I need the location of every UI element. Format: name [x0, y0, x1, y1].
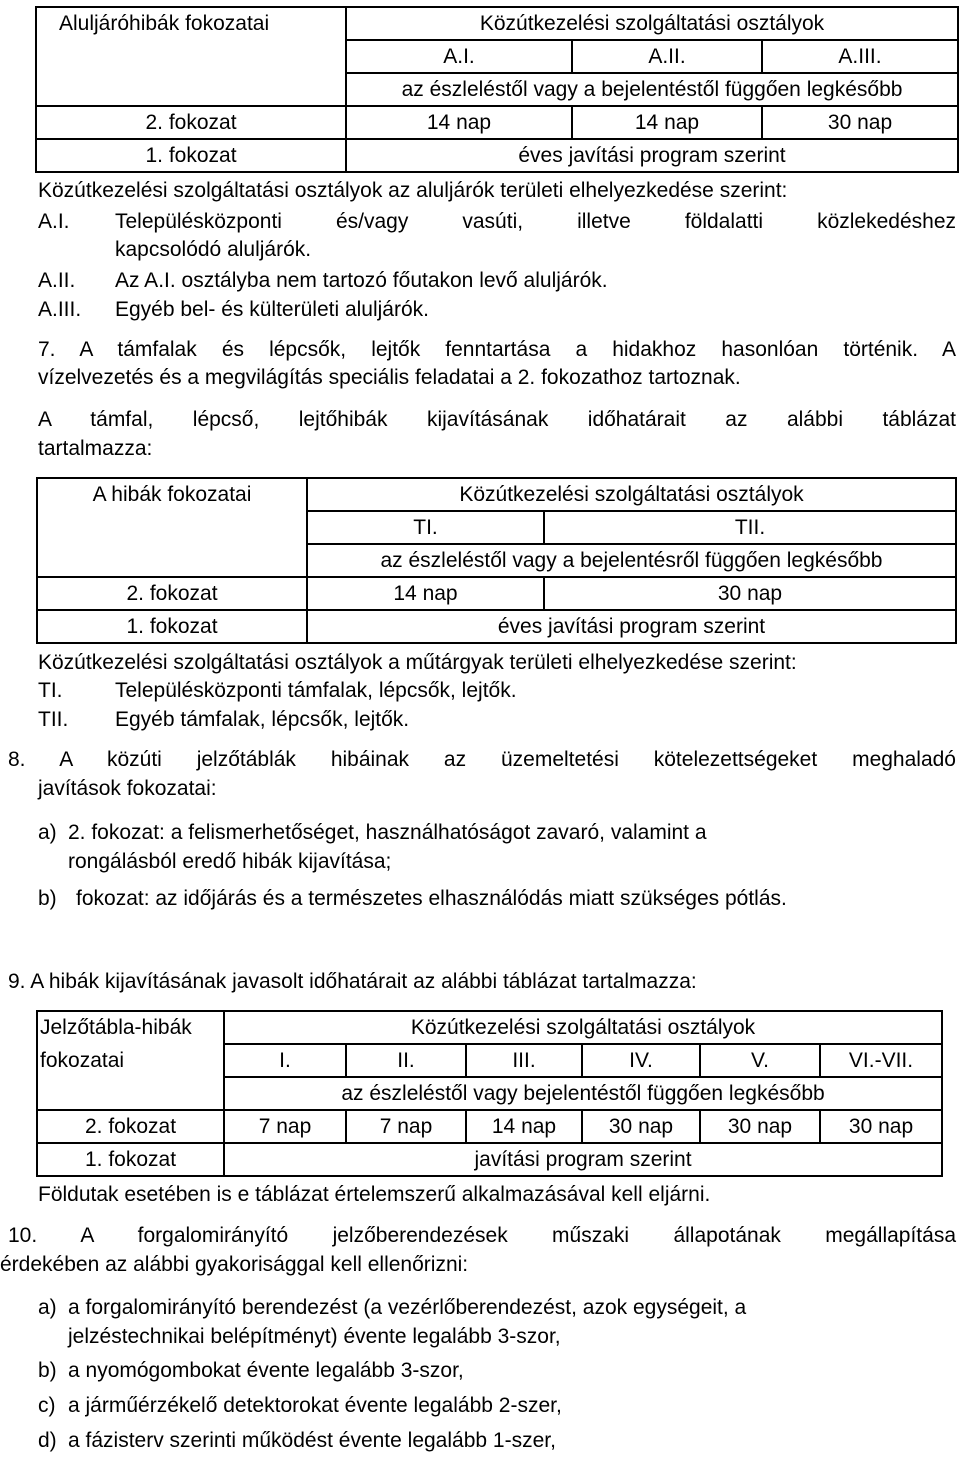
- dirt-road-note: Földutak esetében is e táblázat értelemszerű alkalmazásával kell eljárni.: [38, 1183, 711, 1206]
- paragraph-10-line: 10. A forgalomirányító jelzőberendezések műszaki állapotának megállapítása: [8, 1224, 956, 1247]
- t3-deadline-note: az észleléstől vagy bejelentéstől függően legkésőbb: [224, 1077, 942, 1110]
- list-marker: b): [38, 887, 57, 910]
- table-underpass-defects: [35, 6, 959, 173]
- class-desc: Településközponti támfalak, lépcsők, lejtők.: [115, 679, 517, 702]
- t2-row2-cell: 30 nap: [544, 577, 956, 610]
- t2-row2-cell: 14 nap: [307, 577, 544, 610]
- class-code: TI.: [38, 679, 63, 702]
- structure-classes-heading: Közútkezelési szolgáltatási osztályok a műtárgyak területi elhelyezkedése szerint:: [38, 651, 797, 674]
- t3-class: II.: [346, 1044, 466, 1077]
- t2-class-tii: TII.: [544, 511, 956, 544]
- t1-header-col1: Aluljáróhibák fokozatai: [36, 7, 346, 40]
- list-marker: c): [38, 1394, 56, 1417]
- list-item: a fázisterv szerinti működést évente legalább 1-szer,: [68, 1429, 556, 1452]
- t2-deadline-note: az észleléstől vagy a bejelentésről függően legkésőbb: [307, 544, 956, 577]
- list-item: a járműérzékelő detektorokat évente legalább 2-szer,: [68, 1394, 562, 1417]
- class-desc: Az A.I. osztályba nem tartozó főutakon levő aluljárók.: [115, 269, 608, 292]
- t2-header-classes: Közútkezelési szolgáltatási osztályok: [307, 478, 956, 511]
- t1-row1-label: 1. fokozat: [36, 139, 346, 172]
- t2-header-col1: A hibák fokozatai: [37, 478, 307, 511]
- t1-row2-cell: 14 nap: [346, 106, 572, 139]
- list-marker: d): [38, 1429, 57, 1452]
- t1-row2-label: 2. fokozat: [36, 106, 346, 139]
- list-item: fokozat: az időjárás és a természetes elhasználódás miatt szükséges pótlás.: [76, 887, 787, 910]
- t1-deadline-note: az észleléstől vagy a bejelentéstől függően legkésőbb: [346, 73, 958, 106]
- paragraph-7-line: vízelvezetés és a megvilágítás speciális feladatai a 2. fokozathoz tartoznak.: [38, 366, 741, 389]
- paragraph-7-line: 7. A támfalak és lépcsők, lejtők fenntartása a hidakhoz hasonlóan történik. A: [38, 338, 956, 361]
- class-code: A.II.: [38, 269, 76, 292]
- t3-row2-cell: 30 nap: [700, 1110, 820, 1143]
- t3-row2-cell: 7 nap: [224, 1110, 346, 1143]
- t1-header-classes: Közútkezelési szolgáltatási osztályok: [346, 7, 958, 40]
- t3-row2-cell: 30 nap: [582, 1110, 700, 1143]
- t3-class: III.: [466, 1044, 582, 1077]
- t1-class-ai: A.I.: [346, 40, 572, 73]
- t1-class-aiii: A.III.: [762, 40, 958, 73]
- class-desc-cont: kapcsolódó aluljárók.: [115, 238, 312, 261]
- t3-row2-cell: 14 nap: [466, 1110, 582, 1143]
- paragraph-10-line: érdekében az alábbi gyakorisággal kell ellenőrizni:: [0, 1253, 469, 1276]
- retaining-wall-intro: A támfal, lépcső, lejtőhibák kijavításának időhatárait az alábbi táblázat: [38, 408, 956, 431]
- t3-row1-label: 1. fokozat: [37, 1143, 224, 1176]
- table-retaining-wall-defects: [36, 477, 957, 644]
- t1-row1-value: éves javítási program szerint: [346, 139, 958, 172]
- paragraph-8-line: 8. A közúti jelzőtáblák hibáinak az üzemeltetési kötelezettségeket meghaladó: [8, 748, 956, 771]
- class-code: TII.: [38, 708, 69, 731]
- underpass-classes-heading: Közútkezelési szolgáltatási osztályok az aluljárók területi elhelyezkedése szerint:: [38, 179, 788, 202]
- list-item: 2. fokozat: a felismerhetőséget, használhatóságot zavaró, valamint a: [68, 821, 707, 844]
- list-item-cont: rongálásból eredő hibák kijavítása;: [68, 850, 392, 873]
- retaining-wall-intro-cont: tartalmazza:: [38, 437, 153, 460]
- t2-class-ti: TI.: [307, 511, 544, 544]
- list-item: a nyomógombokat évente legalább 3-szor,: [68, 1359, 464, 1382]
- table-sign-defects: [36, 1010, 943, 1177]
- t1-row2-cell: 30 nap: [762, 106, 958, 139]
- t2-row1-value: éves javítási program szerint: [307, 610, 956, 643]
- t3-row2-label: 2. fokozat: [37, 1110, 224, 1143]
- list-item: a forgalomirányító berendezést (a vezérlőberendezést, azok egységeit, a: [68, 1296, 747, 1319]
- t2-row1-label: 1. fokozat: [37, 610, 307, 643]
- list-marker: a): [38, 1296, 57, 1319]
- t3-row2-cell: 30 nap: [820, 1110, 942, 1143]
- list-marker: a): [38, 821, 57, 844]
- t3-row2-cell: 7 nap: [346, 1110, 466, 1143]
- class-desc: Egyéb bel- és külterületi aluljárók.: [115, 298, 429, 321]
- t2-row2-label: 2. fokozat: [37, 577, 307, 610]
- t3-class: V.: [700, 1044, 820, 1077]
- list-item-cont: jelzéstechnikai belépítményt) évente legalább 3-szor,: [68, 1325, 561, 1348]
- t3-header-classes: Közútkezelési szolgáltatási osztályok: [224, 1011, 942, 1044]
- class-desc: Egyéb támfalak, lépcsők, lejtők.: [115, 708, 410, 731]
- t3-header-col1: Jelzőtábla-hibák: [37, 1011, 224, 1044]
- class-desc: Településközponti és/vagy vasúti, illetve földalatti közlekedéshez: [115, 210, 956, 233]
- class-code: A.III.: [38, 298, 82, 321]
- class-code: A.I.: [38, 210, 70, 233]
- paragraph-9: 9. A hibák kijavításának javasolt időhatárait az alábbi táblázat tartalmazza:: [8, 970, 697, 993]
- t3-row1-value: javítási program szerint: [224, 1143, 942, 1176]
- list-marker: b): [38, 1359, 57, 1382]
- t1-class-aii: A.II.: [572, 40, 762, 73]
- t3-class: VI.-VII.: [820, 1044, 942, 1077]
- t3-class: IV.: [582, 1044, 700, 1077]
- t1-row2-cell: 14 nap: [572, 106, 762, 139]
- paragraph-8-line: javítások fokozatai:: [38, 777, 217, 800]
- t3-header-col1-cont: fokozatai: [37, 1044, 224, 1077]
- t3-class: I.: [224, 1044, 346, 1077]
